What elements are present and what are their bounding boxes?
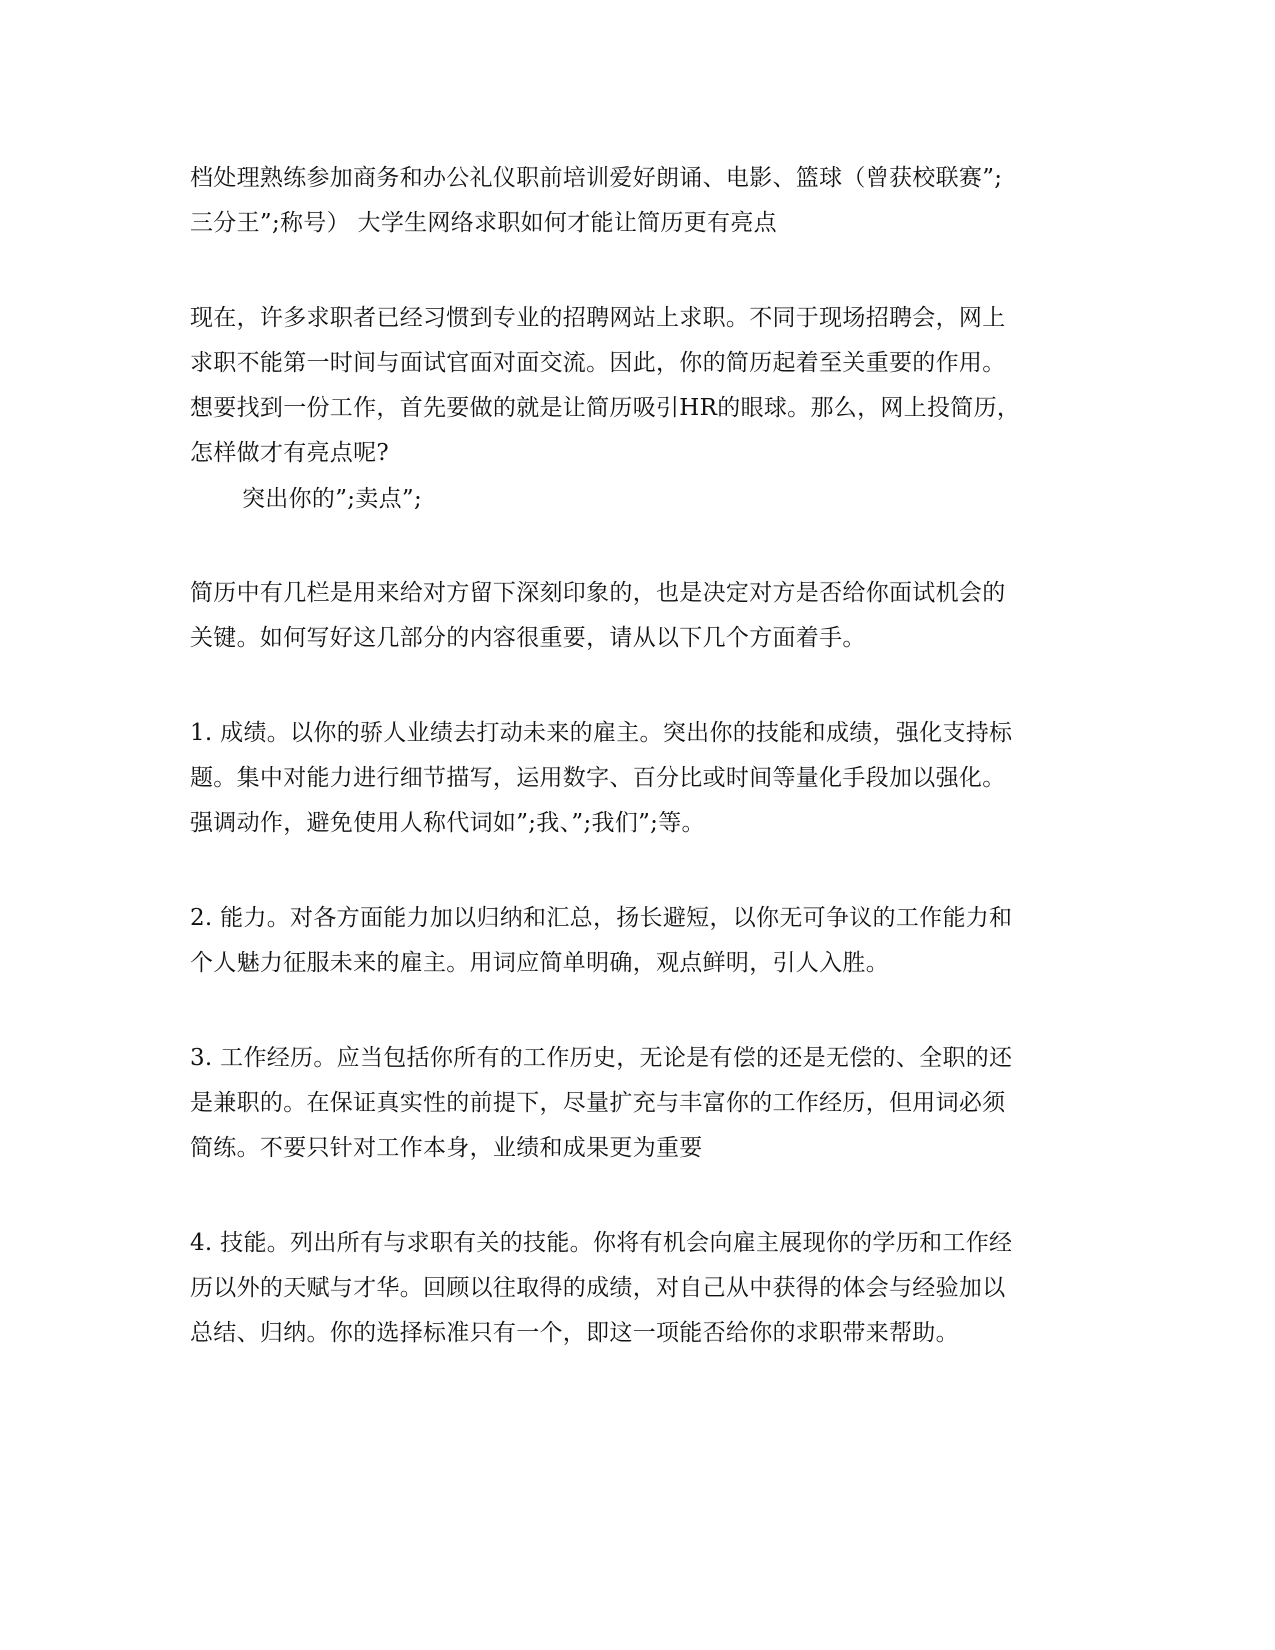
text-line: 想要找到一份工作，首先要做的就是让简历吸引HR的眼球。那么，网上投简历， <box>190 395 1021 421</box>
text-line: 历以外的天赋与才华。回顾以往取得的成绩，对自己从中获得的体会与经验加以 <box>190 1275 1006 1301</box>
text-line: 简历中有几栏是用来给对方留下深刻印象的，也是决定对方是否给你面试机会的 <box>190 580 1006 606</box>
text-line: 题。集中对能力进行细节描写，运用数字、百分比或时间等量化手段加以强化。 <box>190 765 1006 791</box>
text-line: 是兼职的。在保证真实性的前提下，尽量扩充与丰富你的工作经历，但用词必须 <box>190 1090 1006 1116</box>
text-line: 简练。不要只针对工作本身，业绩和成果更为重要 <box>190 1135 703 1161</box>
text-line: 强调动作，避免使用人称代词如”;我、”;我们”;等。 <box>190 810 705 836</box>
text-line: 怎样做才有亮点呢? <box>190 440 390 466</box>
text-line: 现在，许多求职者已经习惯到专业的招聘网站上求职。不同于现场招聘会，网上 <box>190 305 1006 331</box>
text-line: 个人魅力征服未来的雇主。用词应简单明确，观点鲜明，引人入胜。 <box>190 950 889 976</box>
text-line: 档处理熟练参加商务和办公礼仪职前培训爱好朗诵、电影、篮球（曾获校联赛”; <box>190 165 1003 191</box>
text-line: 3. 工作经历。应当包括你所有的工作历史，无论是有偿的还是无偿的、全职的还 <box>190 1045 1013 1071</box>
text-line: 求职不能第一时间与面试官面对面交流。因此，你的简历起着至关重要的作用。 <box>190 350 1006 376</box>
text-line: 1. 成绩。以你的骄人业绩去打动未来的雇主。突出你的技能和成绩，强化支持标 <box>190 720 1013 746</box>
text-line: 4. 技能。列出所有与求职有关的技能。你将有机会向雇主展现你的学历和工作经 <box>190 1230 1013 1256</box>
text-line: 关键。如何写好这几部分的内容很重要，请从以下几个方面着手。 <box>190 625 866 651</box>
text-line: 三分王”;称号） 大学生网络求职如何才能让简历更有亮点 <box>190 210 777 236</box>
text-line: 总结、归纳。你的选择标准只有一个，即这一项能否给你的求职带来帮助。 <box>190 1320 959 1346</box>
section-heading: 突出你的”;卖点”; <box>242 486 423 512</box>
text-line: 2. 能力。对各方面能力加以归纳和汇总，扬长避短，以你无可争议的工作能力和 <box>190 905 1013 931</box>
